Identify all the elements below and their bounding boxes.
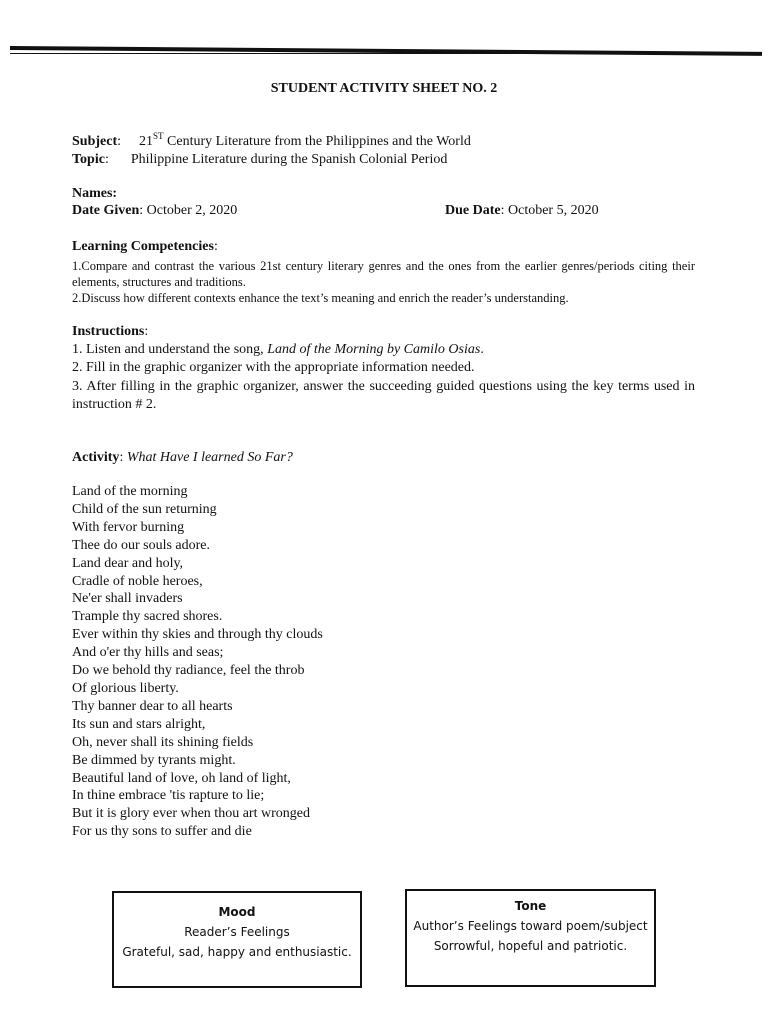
activity-line [72,450,293,466]
subject-value-sup: ST [153,131,164,141]
topic-line [72,152,447,168]
topic-value: Philippine Literature during the Spanish Colonial Period [130,152,448,167]
poem-line: Cradle of noble heroes, [72,573,203,589]
tone-answer: Sorrowful, hopeful and patriotic. [433,939,628,953]
tone-subheading: Author’s Feelings toward poem/subject [413,919,648,933]
date-given-line [72,203,237,219]
mood-box [112,891,362,988]
competency-item-2: 2.Discuss how different contexts enhance the text’s meaning and enrich the reader’s understanding. [72,291,569,305]
subject-value-post: Century Literature from the Philippines and the World [163,134,471,149]
poem [72,483,323,841]
tone-heading: Tone [514,899,547,913]
poem-line: Land of the morning [72,484,188,499]
due-date-value: October 5, 2020 [508,203,599,218]
names-label: Names: [72,186,118,201]
subject-colon: : [117,134,122,149]
poem-line: Thy banner dear to all hearts [72,698,233,714]
subject-label: Subject [72,134,118,149]
learning-competencies-label: Learning Competencies [72,239,214,254]
topic-label: Topic [72,152,105,167]
instruction-1-song: Land of the Morning by Camilo Osias [267,342,481,357]
instructions-colon: : [144,324,149,339]
competency-item-1: 1.Compare and contrast the various 21st century literary genres and the ones from the earlier genres/periods citing their elements, structures and traditions. [72,259,695,289]
poem-line: For us thy sons to suffer and die [72,824,252,840]
poem-line: Land dear and holy, [72,555,184,571]
instruction-item-1 [72,342,484,358]
topic-colon: : [104,152,109,167]
date-given-colon: : [139,203,144,218]
tone-box [405,889,656,987]
due-date-label: Due Date [445,203,501,218]
instruction-1-post: . [480,342,484,357]
activity-label: Activity [72,450,120,465]
instruction-item-3: 3. After filling in the graphic organizer, answer the succeeding guided questions using the key terms used in instruction # 2. [72,379,695,412]
poem-line: Of glorious liberty. [72,680,179,696]
due-date-line [445,203,599,219]
poem-line: Beautiful land of love, oh land of light, [72,770,291,786]
page-title: STUDENT ACTIVITY SHEET NO. 2 [270,81,498,96]
date-given-label: Date Given [72,203,140,218]
poem-line: Trample thy sacred shores. [72,609,223,625]
activity-value: What Have I learned So Far? [126,450,293,465]
header-rule-thin [10,53,762,54]
poem-line: Child of the sun returning [72,501,217,517]
poem-line: Do we behold thy radiance, feel the throb [72,663,305,679]
learning-competencies-colon: : [213,239,218,254]
subject-line [72,131,471,150]
mood-heading: Mood [218,905,256,919]
instructions-heading [72,324,148,340]
poem-line: Ever within thy skies and through thy clouds [72,627,323,643]
poem-line: Oh, never shall its shining fields [72,734,254,750]
header-rule-thick [10,46,762,56]
poem-line: Thee do our souls adore. [72,537,211,553]
poem-line: Its sun and stars alright, [72,716,206,732]
instruction-1-pre: 1. Listen and understand the song, [72,342,268,357]
subject-value-pre: 21 [139,134,154,149]
poem-line: Ne'er shall invaders [72,591,183,607]
mood-answer: Grateful, sad, happy and enthusiastic. [122,945,352,959]
poem-line: Be dimmed by tyrants might. [72,752,236,768]
learning-competencies-heading [72,239,218,255]
poem-line: In thine embrace 'tis rapture to lie; [72,788,265,804]
mood-subheading: Reader’s Feelings [184,925,290,939]
instruction-item-2: 2. Fill in the graphic organizer with the appropriate information needed. [72,360,475,375]
poem-line: With fervor burning [72,519,185,535]
poem-line: And o'er thy hills and seas; [72,645,224,661]
date-given-value: October 2, 2020 [146,203,238,218]
instructions-label: Instructions [72,324,145,339]
activity-colon: : [119,450,127,465]
due-date-colon: : [500,203,505,218]
poem-line: But it is glory ever when thou art wronged [72,806,310,822]
